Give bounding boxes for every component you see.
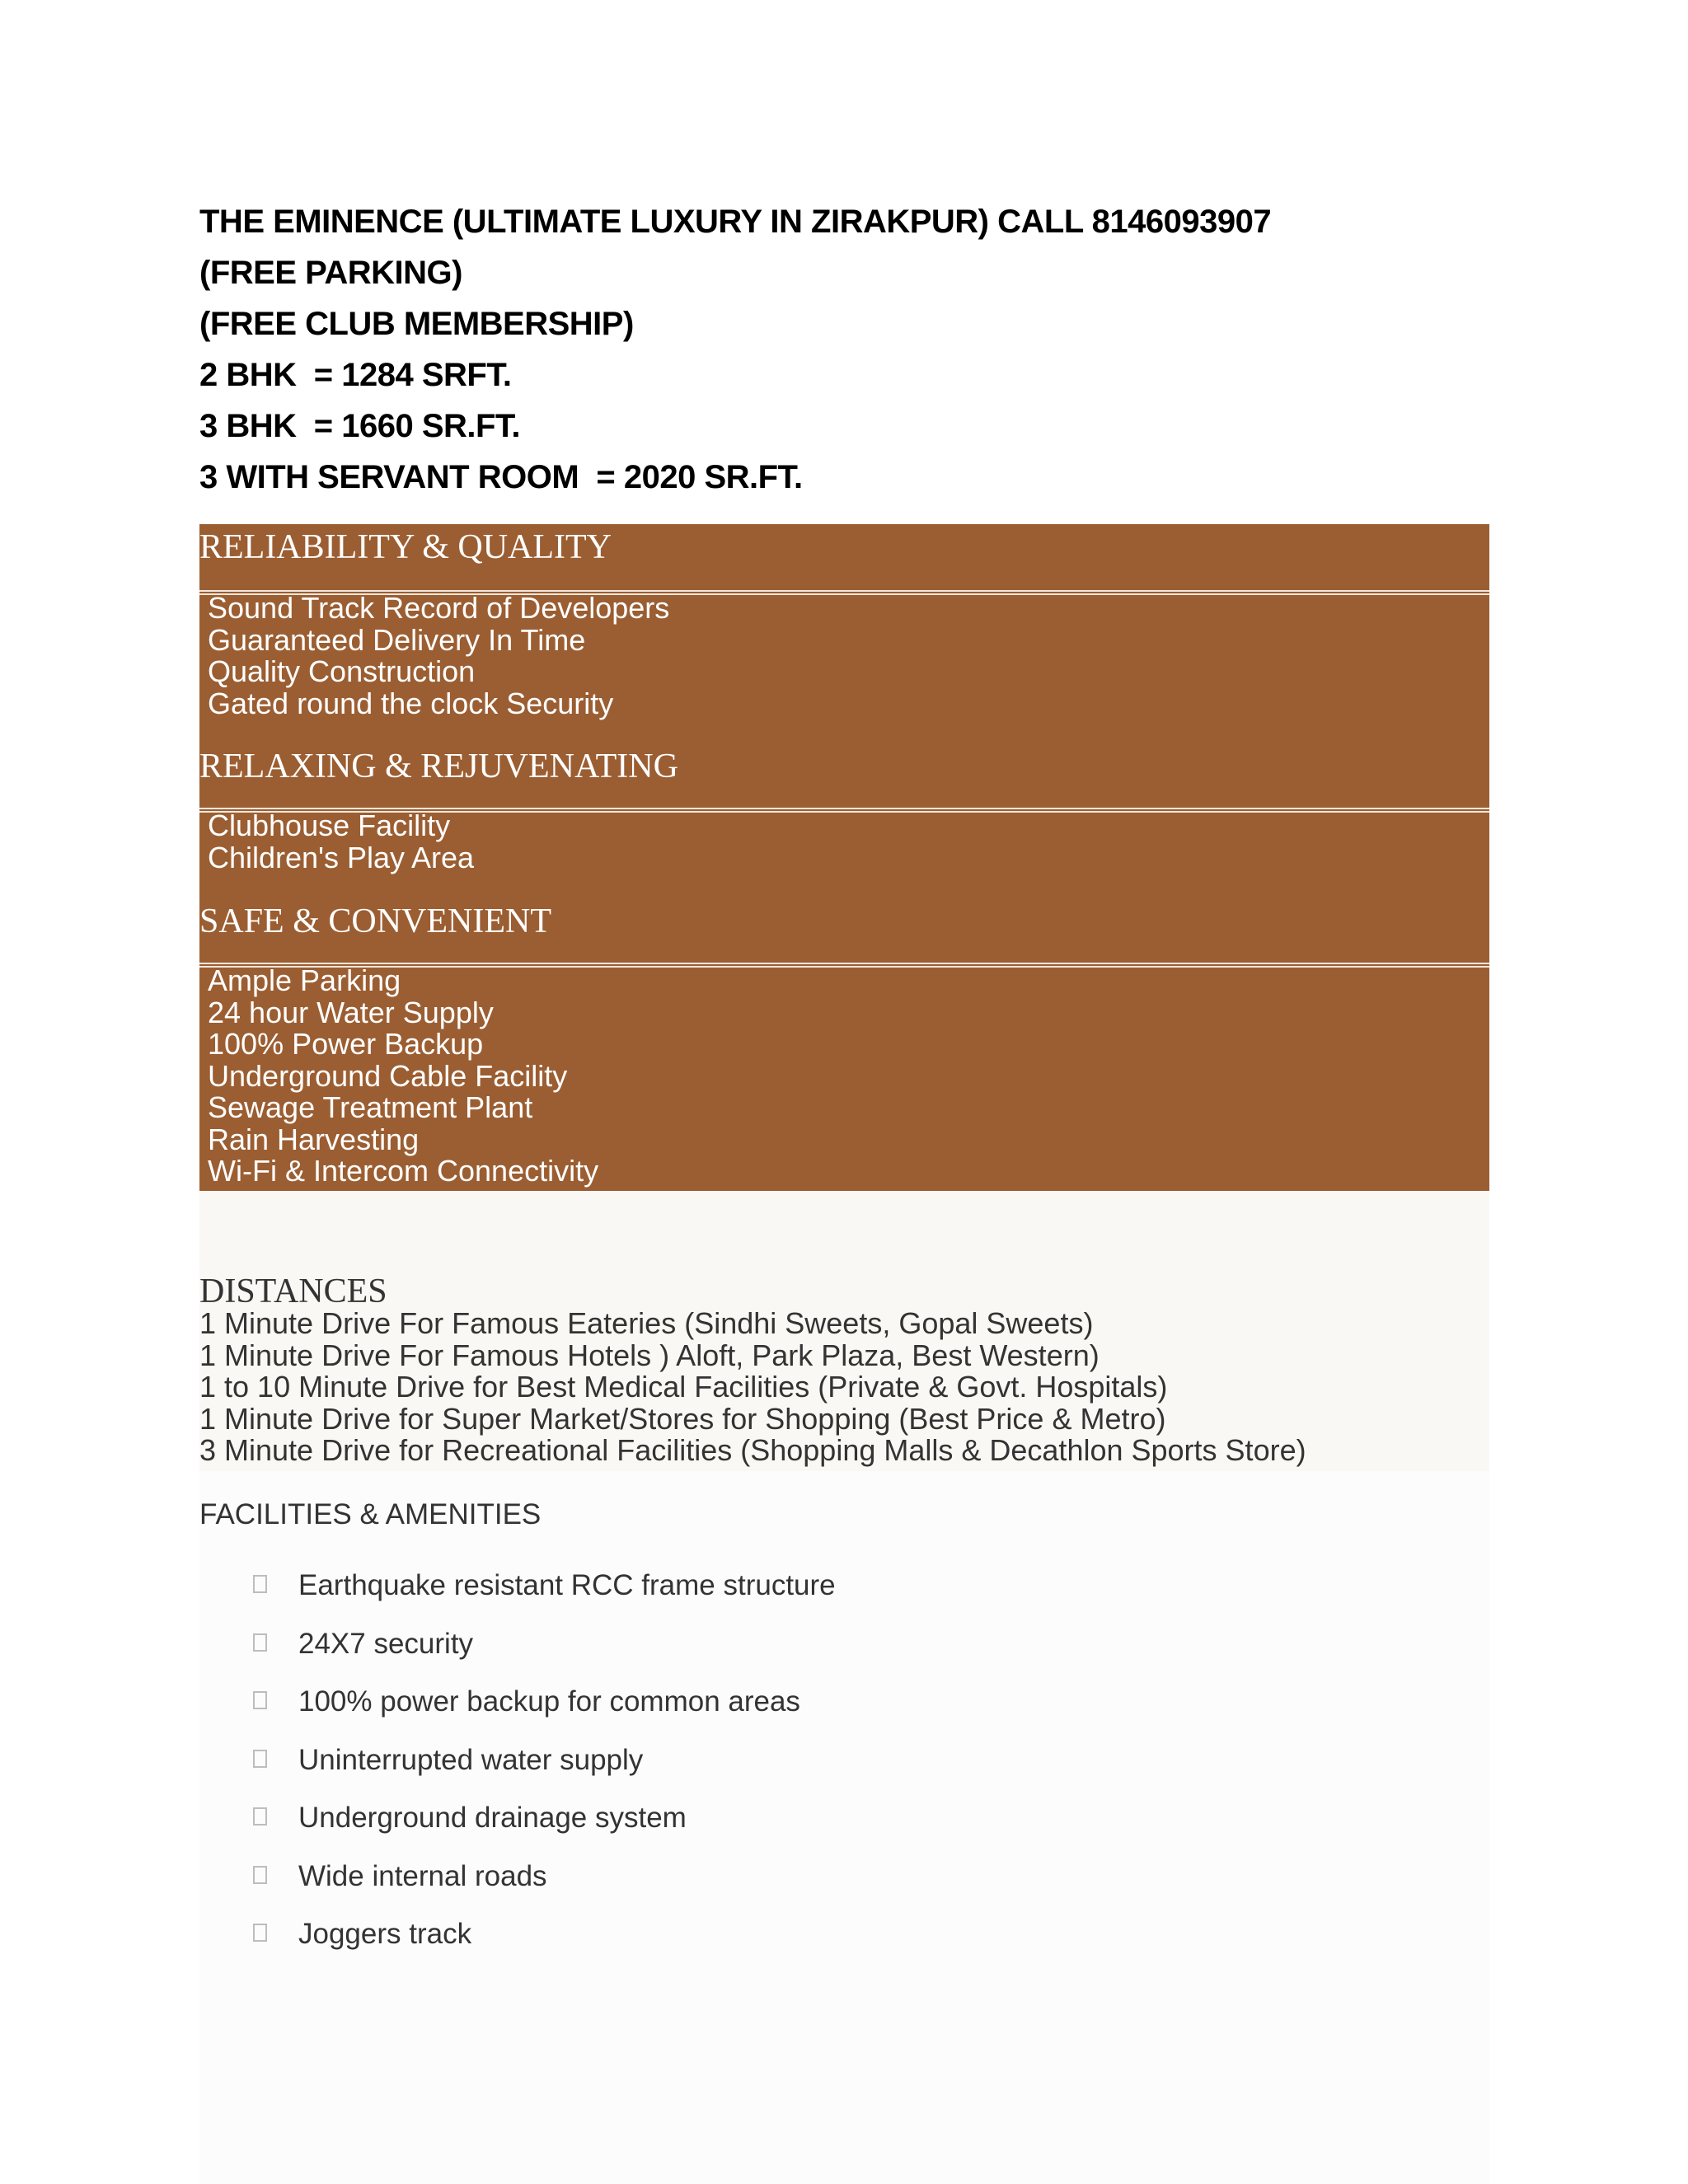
list-item: Children's Play Area [208, 840, 475, 874]
bullet-box-icon [253, 1750, 267, 1768]
list-item: 1 Minute Drive For Famous Eateries (Sindhi Sweets, Gopal Sweets) [199, 1306, 1094, 1340]
list-item: 3 Minute Drive for Recreational Facilities (Shopping Malls & Decathlon Sports Store) [199, 1433, 1306, 1467]
property-header [199, 196, 1518, 503]
list-item: 1 Minute Drive For Famous Hotels ) Aloft, Park Plaza, Best Western) [199, 1338, 1100, 1372]
header-3bhk-servant-line: 3 WITH SERVANT ROOM = 2020 SR.FT. [199, 459, 803, 495]
section-title-safe: SAFE & CONVENIENT [199, 902, 551, 940]
facilities-list [247, 1562, 836, 1969]
list-item: Wi-Fi & Intercom Connectivity [208, 1154, 599, 1188]
list-item: 24 hour Water Supply [208, 995, 494, 1029]
bullet-box-icon [253, 1575, 267, 1593]
facility-label: Joggers track [298, 1918, 472, 1950]
list-item: Clubhouse Facility [208, 808, 451, 842]
list-item [247, 1562, 836, 1620]
section-title-relaxing: RELAXING & REJUVENATING [199, 748, 678, 785]
list-item: Guaranteed Delivery In Time [208, 622, 586, 657]
header-free-club-line: (FREE CLUB MEMBERSHIP) [199, 306, 634, 342]
header-3bhk-line: 3 BHK = 1660 SR.FT. [199, 408, 521, 444]
list-item: Quality Construction [208, 654, 476, 688]
list-item: 100% Power Backup [208, 1027, 484, 1061]
section-list-reliability [208, 593, 669, 719]
bullet-box-icon [253, 1691, 267, 1709]
list-item: Underground Cable Facility [208, 1058, 568, 1093]
section-title-reliability: RELIABILITY & QUALITY [199, 528, 612, 566]
distances-panel [199, 1191, 1489, 1471]
distances-list [199, 1308, 1306, 1467]
list-item [247, 1678, 836, 1736]
facility-label: Earthquake resistant RCC frame structure [298, 1569, 836, 1601]
section-list-relaxing [208, 810, 474, 874]
header-free-parking-line: (FREE PARKING) [199, 255, 462, 291]
bullet-box-icon [253, 1633, 267, 1652]
section-list-safe [208, 965, 598, 1188]
header-2bhk-line: 2 BHK = 1284 SRFT. [199, 357, 512, 393]
list-item [247, 1736, 836, 1795]
bullet-box-icon [253, 1866, 267, 1884]
list-item [247, 1910, 836, 1969]
distances-title: DISTANCES [199, 1272, 387, 1310]
list-item: Sound Track Record of Developers [208, 591, 670, 625]
list-item [247, 1853, 836, 1911]
list-item: Gated round the clock Security [208, 686, 614, 720]
list-item: 1 to 10 Minute Drive for Best Medical Facilities (Private & Govt. Hospitals) [199, 1370, 1168, 1404]
facility-label: 24X7 security [298, 1627, 474, 1660]
bullet-box-icon [253, 1924, 267, 1942]
bullet-box-icon [253, 1807, 267, 1825]
features-panel [199, 524, 1489, 1191]
facility-label: Wide internal roads [298, 1859, 547, 1892]
header-title-line: THE EMINENCE (ULTIMATE LUXURY IN ZIRAKPUR) CALL 8146093907 [199, 204, 1272, 240]
list-item [247, 1794, 836, 1853]
list-item: Sewage Treatment Plant [208, 1090, 533, 1124]
list-item [247, 1620, 836, 1679]
list-item: 1 Minute Drive for Super Market/Stores for Shopping (Best Price & Metro) [199, 1401, 1166, 1436]
facility-label: Underground drainage system [298, 1802, 687, 1834]
list-item: Rain Harvesting [208, 1122, 420, 1156]
facility-label: 100% power backup for common areas [298, 1685, 800, 1718]
list-item: Ample Parking [208, 963, 401, 997]
facilities-heading: FACILITIES & AMENITIES [199, 1498, 542, 1530]
facility-label: Uninterrupted water supply [298, 1743, 644, 1776]
